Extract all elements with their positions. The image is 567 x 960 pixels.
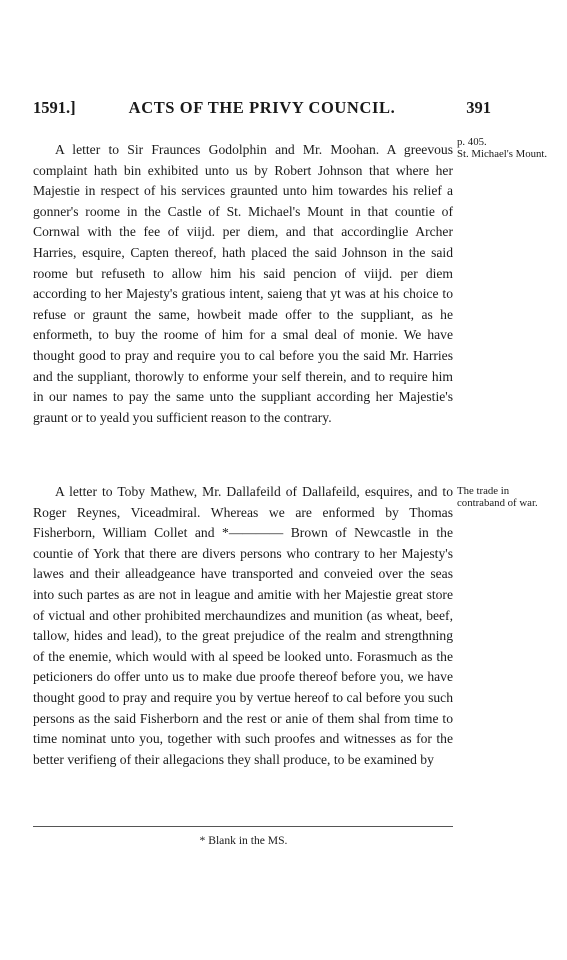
running-header — [33, 98, 491, 124]
letter-mathew-paragraph — [33, 482, 453, 770]
margin-note-1: St. Michael's Mount. — [457, 148, 548, 161]
margin-note-contraband — [457, 485, 557, 510]
footnote-divider — [33, 826, 453, 827]
ms-page-reference: p. 405. — [457, 136, 487, 148]
margin-note-st-michaels — [457, 136, 557, 161]
paragraph-1-text: A letter to Sir Fraunces Godolphin and Mr. Moohan. A greevous complaint hath bin exhibited unto us by Robert Johnson that where her Majestie in respect of his services graunted unto him towardes his relief a gonner's roome in the Castle of St. Michael's Mount in that countie of Cornwal with the fee of viijd. per diem, and that accordinglie Archer Harries, esquire, Capten thereof, hath placed the said Johnson in the said roome but refuseth to allow him his said pencion of viijd. per diem according to her Majesty's gratious intent, saieng that yt was at his choice to refuse or graunt the same, howbeit made offer to the suppliant, as he enformeth, to buy the roome of him for a smal deal of monie. We have thought good to pray and require you to cal before you the said Mr. Harries and the suppliant, thorowly to enforme your self therein, and to require him in our names to pay the same unto the suppliant according her Majestie's graunt or to yeald you sufficient reason to the contrary. — [33, 142, 453, 425]
header-year: 1591.] — [33, 98, 76, 117]
margin-note-2: The trade in contraband of war. — [457, 485, 538, 510]
page-number: 391 — [466, 98, 491, 117]
letter-godolphin-paragraph — [33, 140, 453, 428]
footnote: * Blank in the MS. — [199, 834, 288, 847]
paragraph-2-text: A letter to Toby Mathew, Mr. Dallafeild of Dallafeild, esquires, and to Roger Reynes, Viceadmiral. Whereas we are enformed by Thomas Fisherborn, William Collet and *———— Brown of Newcastle in the countie of York that there are divers persons who contrary to her Majesty's lawes and their alleadgeance have transported and conveied over the seas into such partes as are not in league and amitie with her Majestie great store of victual and other prohibited merchaundizes and munition (as wheat, beef, tallow, hides and lead), to the great prejudice of the realm and strengthning of the enemie, which would with al speed be looked unto. Forasmuch as the peticioners do offer unto us to make due proofe thereof before you, we have thought good to pray and require you by vertue hereof to cal before you such persons as the said Fisherborn and the rest or anie of them shal from time to time nominat unto you, together with such proofes and witnesses as for the better verifieng of their allegacions they shall produce, to be examined by — [33, 484, 453, 767]
header-title: ACTS OF THE PRIVY COUNCIL. — [128, 98, 396, 117]
